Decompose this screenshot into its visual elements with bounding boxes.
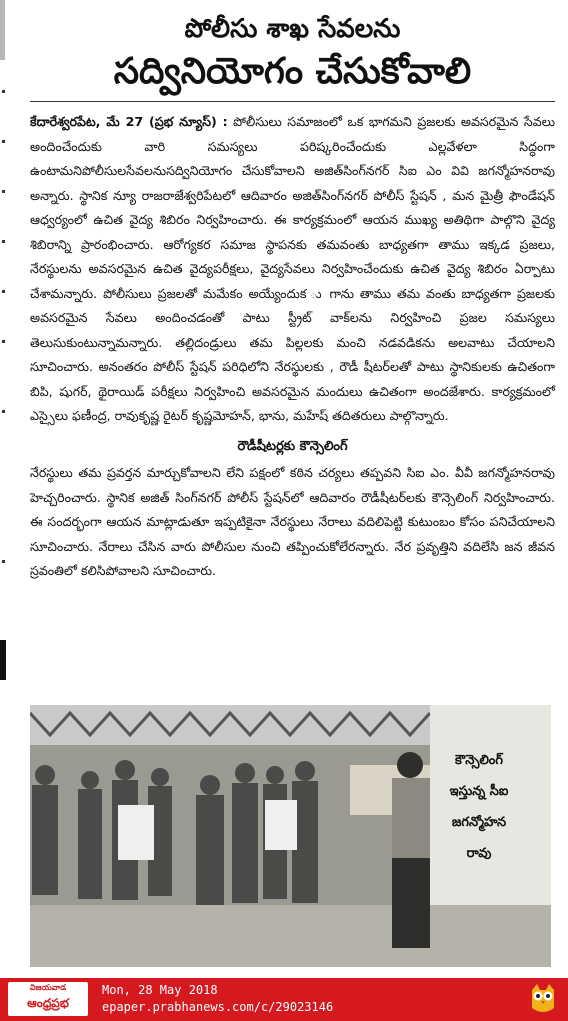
paragraph-1-text: పోలీసులు సమాజంలో ఒక భాగమని ప్రజలకు అవసరమైన సేవలు అందించేందుకు వారి సమస్యలు పరిష్కరించేందుకు ఎల్లవేళలా సిద్ధంగా ఉంటామనిపోలీసులసేవలనుసద్వినియోగం చేసుకోవాలని అజిత్‌సింగ్‌నగర్ సిఐ ఎం వివి జగన్మోహనరావు అన్నారు. స్థానిక న్యూ రాజరాజేశ్వరిపేటలో ఆదివారం అజిత్‌సింగ్‌నగర్ పోలీస్ స్టేషన్ , మన మైత్రీ ఫౌండేషన్ ఆధ్వర్యంలో ఉచిత వైద్య శిబిరం నిర్వహించారు. ఈ కార్యక్రమంలో ఆయన ముఖ్య అతిథిగా పాల్గొని వైద్య శిబిరాన్ని ప్రారంభించారు. ఆరోగ్యకర సమాజ స్థాపనకు తమవంతు బాధ్యతగా తాము ఇక్కడ ప్రజలు, నేరస్థులను అవసరమైన ఉచిత వైద్యపరీక్షలు, వైద్యసేవలు నిర్వహించేందుకు ఉచిత వైద్య శిబిరం ఏర్పాటు చేశామన్నారు. పోలీసులు ప్రజలతో మమేకం అయ్యేందుక ు గాను తాము తమ వంతు బాధ్యతగా ప్రజలకు అవసరమైన సేవలు అందించడంతో పాటు స్ట్రీట్ వాక్‌లను నిర్వహించి ప్రజల సమస్యలు తెలుసుకుంటున్నామన్నారు. తల్లిదండ్రులు తమ పిల్లలకు మంచి నడవడికను అలవాటు చేయాలని సూచించారు. అనంతరం పోలీస్ స్టేషన్ పరిధిలోని నేరస్థులకు , రౌడీ షీటర్‌లతో పాటు స్థానికులకు ఉచితంగా బిపి, షుగర్, థైరాయిడ్ పరీక్షలు నిర్వహించి అవసరమైన మందులు ఉచితంగా అందజేశారు. కార్యక్రమంలో ఎస్సైలు ఫణీంద్ర, రావుకృష్ణ రైటర్ కృష్ణమోహన్, భాను, మహేష్ తదితరులు పాల్గొన్నారు.	[30, 114, 555, 424]
caption-line: జగన్మోహన	[451, 815, 507, 830]
headline-line1: పోలీసు శాఖ సేవలను	[184, 14, 401, 44]
previous-article-edge	[0, 0, 10, 960]
subhead: రౌడీషీటర్లకు కౌన్సెలింగ్	[237, 438, 348, 454]
epaper-url[interactable]: epaper.prabhanews.com/c/29023146	[102, 1000, 334, 1014]
edge-mark	[2, 340, 5, 343]
footer-meta	[102, 982, 333, 1016]
owl-icon[interactable]	[528, 982, 558, 1016]
article-body	[30, 110, 555, 584]
news-article	[30, 8, 555, 584]
caption-line: ఇస్తున్న సీఐ	[449, 784, 509, 799]
scroll-marker	[0, 0, 5, 60]
edge-mark	[2, 410, 5, 413]
edge-mark	[2, 240, 5, 243]
edge-block	[0, 640, 6, 680]
logo-edition: విజయవాడ	[29, 983, 67, 992]
headline	[30, 16, 555, 91]
headline-line2: సద్వినియోగం చేసుకోవాలి	[113, 51, 472, 93]
logo-title: ఆంధ్రప్రభ	[27, 996, 69, 1010]
edge-mark	[2, 560, 5, 563]
edge-mark	[2, 140, 5, 143]
photo-caption	[424, 745, 534, 869]
edge-mark	[2, 290, 5, 293]
newspaper-logo[interactable]	[8, 982, 88, 1016]
headline-divider	[30, 101, 555, 102]
dateline: కేదారేశ్వరపేట, మే 27 (ప్రభ న్యూస్) :	[30, 114, 228, 130]
epaper-footer	[0, 978, 568, 1021]
paragraph-2: నేరస్థులు తమ ప్రవర్తన మార్చుకోవాలని లేని పక్షంలో కఠిన చర్యలు తప్పవని సిఐ ఎం. వీవీ జగన్మోహనరావు హెచ్చరించారు. స్థానిక అజిత్ సింగ్‌నగర్ పోలీస్ స్టేషన్‌లో ఆదివారం రౌడీషీటర్‌లకు కౌన్సెలింగ్ నిర్వహించారు. ఈ సందర్భంగా ఆయన మాట్లాడుతూ ఇప్పటికైనా నేరస్థులు నేరాలు వదిలిపెట్టి కుటుంబం కోసం పనిచేయాలని సూచించారు. నేరాలు చేసిన వారు పోలీసుల నుంచి తప్పించుకోలేరన్నారు. నేర ప్రవృత్తిని వదిలేసి జన జీవన స్రవంతిలో కలిసిపోవాలని సూచించారు.	[30, 465, 555, 579]
caption-line: కౌన్సెలింగ్	[455, 753, 503, 768]
edge-mark	[2, 90, 5, 93]
edition-date: Mon, 28 May 2018	[102, 983, 218, 997]
edge-mark	[2, 190, 5, 193]
caption-line: రావు	[466, 846, 492, 861]
paragraph-1	[30, 110, 555, 429]
